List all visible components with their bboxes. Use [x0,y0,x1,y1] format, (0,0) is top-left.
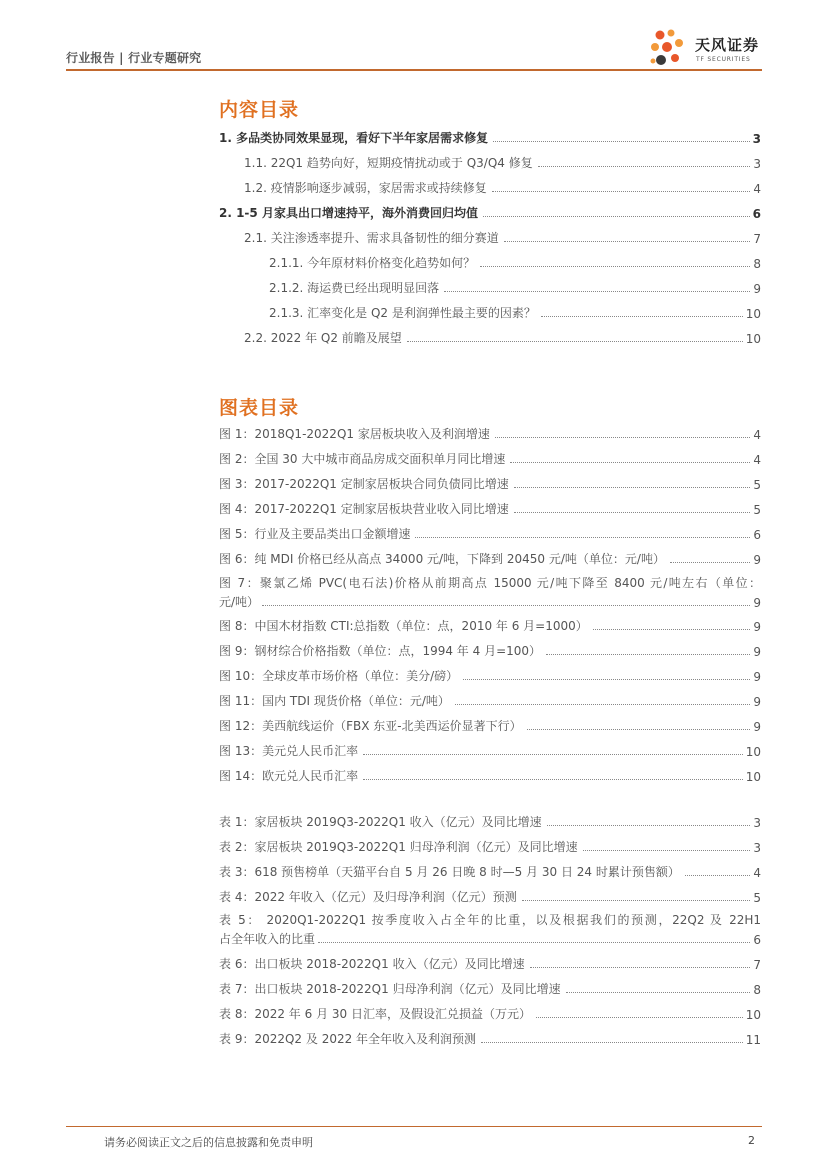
table-entry[interactable]: 表 3：618 预售榜单（天猫平台自 5 月 26 日晚 8 时—5 月 30 日 24 时累计预售额） 4 [219,865,761,880]
toc-entry[interactable]: 1.2. 疫情影响逐步减弱，家居需求或持续修复 4 [244,181,761,196]
table-entry[interactable]: 表 5： 2020Q1-2022Q1 按季度收入占全年的比重，以及根据我们的预测，22Q2 及 22H1 占全年收入的比重 6 [219,913,761,947]
figure-entry[interactable]: 图 13：美元兑人民币汇率 10 [219,744,761,759]
header-divider [66,69,762,71]
figure-entry[interactable]: 图 4：2017-2022Q1 定制家居板块营业收入同比增速 5 [219,502,761,517]
toc-entry[interactable]: 2.1.2. 海运费已经出现明显回落 9 [269,281,761,296]
toc-entry[interactable]: 1. 多品类协同效果显现，看好下半年家居需求修复 3 [219,131,761,146]
figure-entry[interactable]: 图 11：国内 TDI 现货价格（单位：元/吨） 9 [219,694,761,709]
disclaimer-text: 请务必阅读正文之后的信息披露和免责申明 [104,1136,313,1149]
brand-name: 天风证券 [695,36,760,54]
figure-entry[interactable]: 图 8：中国木材指数 CTI:总指数（单位：点，2010 年 6 月=1000） 9 [219,619,761,634]
table-entry[interactable]: 表 8：2022 年 6 月 30 日汇率，及假设汇兑损益（万元） 10 [219,1007,761,1022]
table-entry[interactable]: 表 9：2022Q2 及 2022 年全年收入及利润预测 11 [219,1032,761,1047]
figure-entry[interactable]: 图 9：钢材综合价格指数（单位：点，1994 年 4 月=100） 9 [219,644,761,659]
footer-divider [66,1126,762,1127]
table-entry[interactable]: 表 1：家居板块 2019Q3-2022Q1 收入（亿元）及同比增速 3 [219,815,761,830]
toc-entry[interactable]: 2.1.3. 汇率变化是 Q2 是利润弹性最主要的因素？ 10 [269,306,761,321]
table-entry[interactable]: 表 6：出口板块 2018-2022Q1 收入（亿元）及同比增速 7 [219,957,761,972]
figures-title: 图表目录 [219,397,300,419]
report-category: 行业报告 | 行业专题研究 [66,51,202,65]
toc-entry[interactable]: 1.1. 22Q1 趋势向好，短期疫情扰动或于 Q3/Q4 修复 3 [244,156,761,171]
figure-entry[interactable]: 图 3：2017-2022Q1 定制家居板块合同负债同比增速 5 [219,477,761,492]
toc-entry[interactable]: 2.1.1. 今年原材料价格变化趋势如何？ 8 [269,256,761,271]
toc-title: 内容目录 [219,99,300,121]
table-entry[interactable]: 表 4：2022 年收入（亿元）及归母净利润（亿元）预测 5 [219,890,761,905]
table-entry[interactable]: 表 7：出口板块 2018-2022Q1 归母净利润（亿元）及同比增速 8 [219,982,761,997]
figure-entry[interactable]: 图 14：欧元兑人民币汇率 10 [219,769,761,784]
toc-entry[interactable]: 2.2. 2022 年 Q2 前瞻及展望 10 [244,331,761,346]
table-entry[interactable]: 表 2：家居板块 2019Q3-2022Q1 归母净利润（亿元）及同比增速 3 [219,840,761,855]
figure-entry[interactable]: 图 12：美西航线运价（FBX 东亚-北美西运价显著下行） 9 [219,719,761,734]
figure-entry[interactable]: 图 7：聚氯乙烯 PVC(电石法)价格从前期高点 15000 元/吨下降至 8400 元/吨左右（单位： 元/吨） 9 [219,576,761,610]
figure-entry[interactable]: 图 1：2018Q1-2022Q1 家居板块收入及利润增速 4 [219,427,761,442]
figure-entry[interactable]: 图 10：全球皮革市场价格（单位：美分/磅） 9 [219,669,761,684]
toc-entry[interactable]: 2.1. 关注渗透率提升、需求具备韧性的细分赛道 7 [244,231,761,246]
page-number: 2 [748,1134,755,1147]
brand-name-en: TF SECURITIES [696,56,751,63]
figure-entry[interactable]: 图 5：行业及主要品类出口金额增速 6 [219,527,761,542]
toc-entry[interactable]: 2. 1-5 月家具出口增速持平，海外消费回归均值 6 [219,206,761,221]
figure-entry[interactable]: 图 6：纯 MDI 价格已经从高点 34000 元/吨，下降到 20450 元/吨（单位：元/吨） 9 [219,552,761,567]
figure-entry[interactable]: 图 2：全国 30 大中城市商品房成交面积单月同比增速 4 [219,452,761,467]
